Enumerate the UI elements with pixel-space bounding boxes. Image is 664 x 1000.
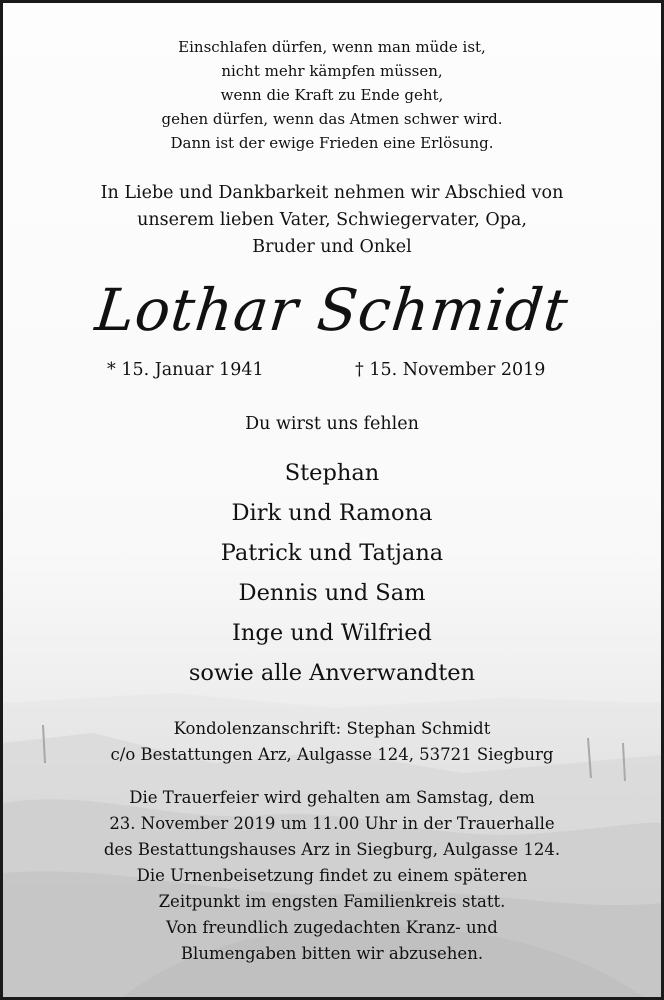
life-dates [3, 358, 661, 382]
family-member: sowie alle Anverwandten [188, 660, 476, 686]
family-member: Stephan [284, 460, 380, 486]
poem-line: Einschlafen dürfen, wenn man müde ist, [178, 38, 486, 56]
contact-line: Kondolenzanschrift: Stephan Schmidt [173, 719, 491, 738]
birth-date: * 15. Januar 1941 [107, 360, 264, 380]
family-member: Dirk und Ramona [231, 500, 433, 526]
family-member: Inge und Wilfried [232, 620, 432, 646]
intro-line: In Liebe und Dankbarkeit nehmen wir Abschied von [100, 183, 564, 203]
poem-line: Dann ist der ewige Frieden eine Erlösung. [170, 134, 494, 152]
intro-line: Bruder und Onkel [252, 237, 412, 257]
poem-line: gehen dürfen, wenn das Atmen schwer wird. [161, 110, 503, 128]
death-date: † 15. November 2019 [355, 360, 546, 380]
farewell-subtitle: Du wirst uns fehlen [245, 414, 419, 434]
notice-line: Zeitpunkt im engsten Familienkreis statt. [158, 892, 506, 911]
poem-line: wenn die Kraft zu Ende geht, [220, 86, 444, 104]
contact-line: c/o Bestattungen Arz, Aulgasse 124, 53721 Siegburg [110, 745, 554, 764]
notice-line: 23. November 2019 um 11.00 Uhr in der Trauerhalle [109, 814, 555, 833]
deceased-name: Lothar Schmidt [92, 276, 572, 344]
notice-line: Die Urnenbeisetzung findet zu einem späteren [136, 866, 528, 885]
intro-line: unserem lieben Vater, Schwiegervater, Opa, [137, 210, 527, 230]
notice-line: Blumengaben bitten wir abzusehen. [180, 944, 484, 963]
notice-line: des Bestattungshauses Arz in Siegburg, Aulgasse 124. [103, 840, 561, 859]
notice-line: Die Trauerfeier wird gehalten am Samstag, dem [129, 788, 535, 807]
poem-line: nicht mehr kämpfen müssen, [221, 62, 443, 80]
family-member: Patrick und Tatjana [220, 540, 444, 566]
family-member: Dennis und Sam [238, 580, 426, 606]
notice-line: Von freundlich zugedachten Kranz- und [166, 918, 498, 937]
